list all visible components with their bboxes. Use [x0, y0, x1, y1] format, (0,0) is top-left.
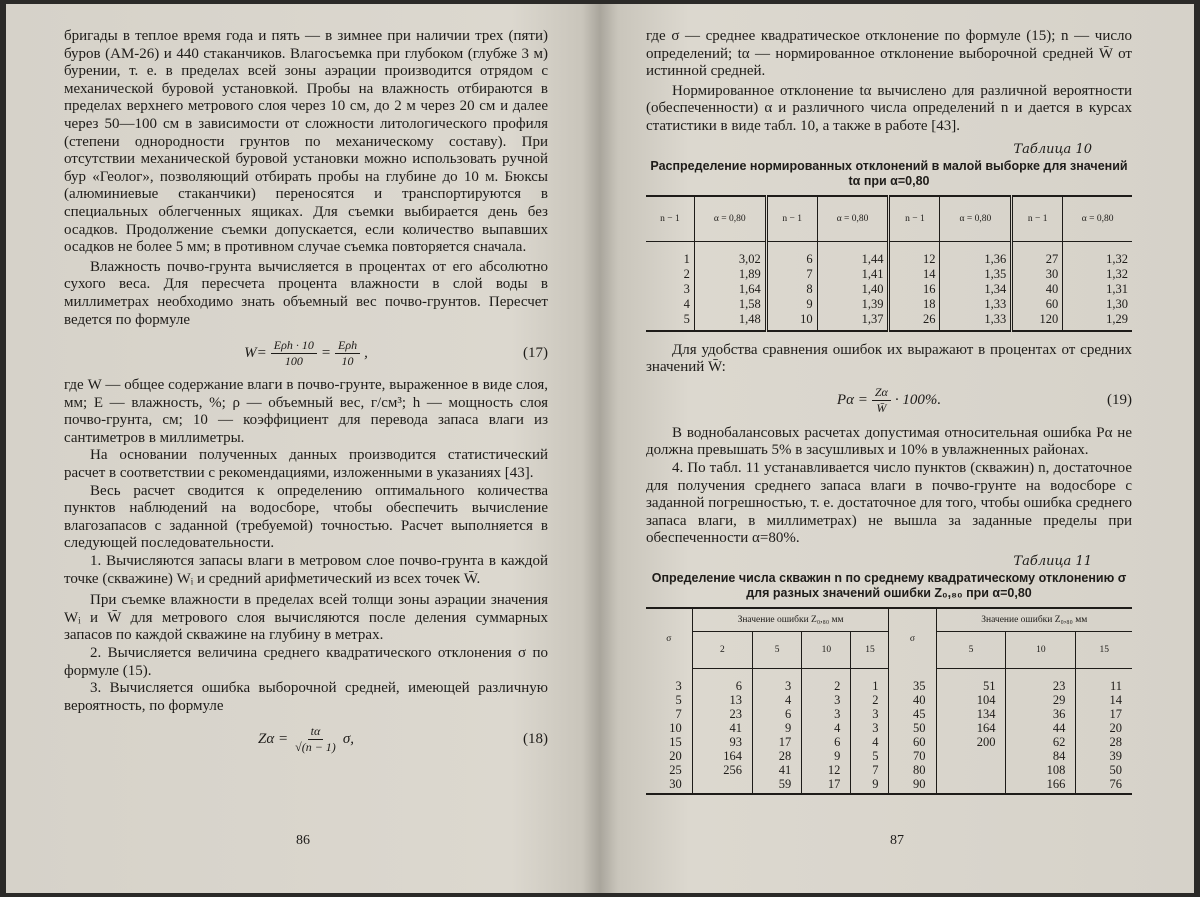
page-number: 86	[296, 833, 310, 848]
numerator: tα	[308, 724, 324, 740]
table-cell: 44	[1006, 721, 1076, 735]
table-cell: 36	[1006, 707, 1076, 721]
table-cell: 50	[889, 721, 936, 735]
table-cell: 9	[766, 297, 817, 312]
table-cell: 108	[1006, 763, 1076, 777]
formula-17: W = $\frac{\text{Eρh · 10}}{100}$ = $\frac{\text{Eρh}}{10}$ , (17)	[244, 337, 548, 368]
left-page	[6, 4, 600, 893]
column-header: 2	[692, 631, 752, 668]
table-cell: 6	[753, 707, 802, 721]
numerator: Eρh	[335, 338, 360, 354]
table-cell: 1,41	[817, 267, 889, 282]
table-cell: 256	[692, 763, 752, 777]
table-cell: 84	[1006, 749, 1076, 763]
table-cell	[936, 749, 1006, 763]
formula-18	[64, 719, 548, 759]
table-cell: 7	[646, 707, 692, 721]
column-header: α = 0,80	[817, 196, 889, 242]
table-header-row	[646, 608, 1132, 632]
table-cell: 164	[692, 749, 752, 763]
table-cell: 12	[889, 241, 940, 267]
table-row	[646, 668, 1132, 693]
table-cell: 62	[1006, 735, 1076, 749]
table-cell: 14	[889, 267, 940, 282]
table-cell: 17	[753, 735, 802, 749]
table-row	[646, 297, 1132, 312]
table-row	[646, 241, 1132, 267]
table-cell: 16	[889, 282, 940, 297]
table-cell: 59	[753, 777, 802, 794]
table-cell: 4	[753, 693, 802, 707]
table-cell: 2	[851, 693, 889, 707]
fraction	[292, 724, 339, 755]
table-cell: 27	[1012, 241, 1063, 267]
table-cell: 1,64	[694, 282, 766, 297]
table-cell	[936, 777, 1006, 794]
column-header: σ	[646, 608, 692, 669]
table-cell: 1,35	[940, 267, 1012, 282]
formula-19	[646, 381, 1132, 421]
numerator: Zα	[872, 385, 891, 401]
page-number: 87	[890, 833, 904, 848]
table-cell: 20	[1109, 720, 1122, 735]
table-cell: 3	[851, 721, 889, 735]
paragraph: Весь расчет сводится к определению оптимального количества пунктов наблюдений на водосборе, чтобы обеспечить вычисление влагозапасов с заданной (требуемой) точностью. Расчет выполняется в следующей последовательности.	[64, 482, 548, 552]
table-body	[646, 668, 1132, 794]
table-cell: 39	[1109, 748, 1122, 763]
column-header: 5	[936, 631, 1006, 668]
table-cell: 3	[646, 668, 692, 693]
table-cell: 134	[936, 707, 1006, 721]
table-cell: 1,48	[694, 312, 766, 331]
denominator: W̄	[876, 401, 887, 416]
table-cell: 7	[766, 267, 817, 282]
table-cell: 70	[889, 749, 936, 763]
paragraph: 1. Вычисляются запасы влаги в метровом слое почво-грунта в каждой точке (скважине) Wᵢ и средний арифметический из всех точек W̄.	[64, 553, 548, 587]
column-group-header: Значение ошибки Z₀,₈₀ мм	[692, 608, 889, 632]
table-title: Распределение нормированных отклонений в малой выборке для значений tα при α=0,80	[650, 158, 1128, 188]
fraction	[271, 338, 317, 369]
paragraph: 4. По табл. 11 устанавливается число пунктов (скважин) n, достаточное для получения среднего запаса влаги в почво-грунте на водосборе с заданной погрешностью, т. е. достаточное для того, чтобы ошибка среднего запаса влаги, в миллиметрах) не вышла за заданные пределы при обеспеченности α=80%.	[646, 459, 1132, 547]
table-cell: 1,29	[1063, 312, 1132, 331]
table-header-row	[646, 196, 1132, 242]
table-row	[646, 312, 1132, 331]
denominator: 10	[341, 353, 354, 368]
column-header: α = 0,80	[694, 196, 766, 242]
table-cell: 9	[802, 749, 851, 763]
table-cell: 17	[1109, 706, 1122, 721]
table-cell: 76	[1076, 777, 1132, 794]
paragraph: На основании полученных данных производится статистический расчет в соответствии с рекомендациями, изложенными в указаниях [43].	[64, 447, 548, 482]
column-header: 5	[753, 631, 802, 668]
paragraph: Влажность почво-грунта вычисляется в процентах от его абсолютно сухого веса. Для пересчета процента влажности в слой воды в миллиметрах необходимо знать объемный вес почво-грунтов. Пересчет ведется по формуле	[64, 258, 548, 328]
table-cell: 6	[802, 735, 851, 749]
table-cell: 8	[766, 282, 817, 297]
table-cell: 1,36	[940, 241, 1012, 267]
table-cell: 18	[889, 297, 940, 312]
table-cell: 80	[889, 763, 936, 777]
fraction	[872, 385, 891, 416]
table-cell	[692, 777, 752, 794]
table-cell: 35	[889, 668, 936, 693]
table-cell: 1	[646, 241, 694, 267]
table-cell: 20	[646, 749, 692, 763]
table-cell: 5	[646, 312, 694, 331]
table-row	[646, 267, 1132, 282]
denominator: 100	[284, 353, 303, 368]
table-cell: 1,33	[940, 297, 1012, 312]
column-header: α = 0,80	[940, 196, 1012, 242]
table-10	[646, 195, 1132, 332]
column-header: n − 1	[1012, 196, 1063, 242]
table-cell: 4	[646, 297, 694, 312]
table-cell: 2	[802, 668, 851, 693]
column-header: α = 0,80	[1063, 196, 1132, 242]
table-cell: 6	[766, 241, 817, 267]
table-cell: 10	[646, 721, 692, 735]
column-header: 15	[851, 631, 889, 668]
column-header: 10	[802, 631, 851, 668]
paragraph: бригады в теплое время года и пять — в зимнее при наличии трех (пяти) буров (АМ-26) и 440 стаканчиков. Влагосъемка при глубоком (глубже 3 м) бурении, т. е. в пределах всей зоны аэрации производится отрядом с механической буровой установкой. Пробы на влажность отбираются в пределах верхнего метрового слоя через 10 см, до 2 м через 20 см и далее через 50—100 см в зависимости от сложности литологического профиля (степени однородности грунтов по механическому составу). При отсутствии механической буровой установки можно использовать ручной бур «Геолог», позволяющий отбирать пробы на глубине до 10 м. Бюксы (алюминиевые стаканчики) переносятся и транспортируются в специальных облегченных ящиках. Для съемки выбирается день без осадков. Продолжение съемки допускается, если количество выпавших осадков не более 5 мм; в противном случае съемка повторяется сначала.	[64, 28, 548, 256]
table-cell: 1,40	[817, 282, 889, 297]
table-cell: 3	[753, 668, 802, 693]
table-cell: 14	[1109, 692, 1122, 707]
paragraph: где σ — среднее квадратическое отклонение по формуле (15); n — число определений; tα — нормированное отклонение выборочной средней W̄ от истинной средней.	[646, 28, 1132, 80]
table-row	[646, 721, 1132, 735]
table-cell: 1,30	[1106, 296, 1128, 311]
paragraph: В воднобалансовых расчетах допустимая относительная ошибка Pα не должна превышать 5% в засушливых и 10% в увлажненных районах.	[646, 424, 1132, 459]
column-group-header: Значение ошибки Z₀,₈₀ мм	[936, 608, 1132, 632]
equation-number: (18)	[523, 730, 548, 747]
paragraph: Для удобства сравнения ошибок их выражают в процентах от средних значений W̄:	[646, 341, 1132, 376]
table-row	[646, 707, 1132, 721]
table-cell: 5	[851, 749, 889, 763]
column-header: n − 1	[766, 196, 817, 242]
table-cell: 45	[889, 707, 936, 721]
table-cell: 60	[889, 735, 936, 749]
table-cell: 3	[646, 282, 694, 297]
column-header: n − 1	[646, 196, 694, 242]
table-cell: 93	[692, 735, 752, 749]
column-header: 15	[1076, 631, 1132, 668]
table-cell: 6	[692, 668, 752, 693]
paragraph: 2. Вычисляется величина среднего квадратического отклонения σ по формуле (15).	[64, 645, 548, 679]
table-row	[646, 282, 1132, 297]
table-cell: 104	[936, 693, 1006, 707]
fraction	[335, 338, 360, 369]
table-cell: 4	[802, 721, 851, 735]
table-caption: Таблица 11	[1013, 553, 1092, 569]
table-cell: 9	[753, 721, 802, 735]
table-cell: 41	[692, 721, 752, 735]
table-cell: 1,39	[817, 297, 889, 312]
table-cell: 164	[936, 721, 1006, 735]
paragraph: 3. Вычисляется ошибка выборочной средней, имеющей различную вероятность, по формуле	[64, 680, 548, 714]
table-cell: 13	[692, 693, 752, 707]
table-cell: 29	[1006, 693, 1076, 707]
numerator: Eρh · 10	[271, 338, 317, 354]
table-cell: 1,32	[1106, 266, 1128, 281]
table-cell: 40	[889, 693, 936, 707]
column-header: n − 1	[889, 196, 940, 242]
table-cell: 11	[1109, 678, 1122, 693]
table-row	[646, 735, 1132, 749]
table-cell: 1,44	[817, 241, 889, 267]
table-cell: 28	[753, 749, 802, 763]
table-cell: 4	[851, 735, 889, 749]
table-cell: 5	[646, 693, 692, 707]
table-title: Определение числа скважин n по среднему квадратическому отклонению σ для разных значений ошибки Z₀,₈₀ при α=0,80	[651, 570, 1127, 600]
table-cell: 25	[646, 763, 692, 777]
table-cell: 3	[802, 707, 851, 721]
table-cell: 30	[1012, 267, 1063, 282]
table-cell: 7	[851, 763, 889, 777]
table-cell: 23	[692, 707, 752, 721]
paragraph: При съемке влажности в пределах всей толщи зоны аэрации значения Wᵢ и W̄ для метрового слоя вычисляются после деления суммарных запасов по каждой скважине на глубину в метрах.	[64, 592, 548, 644]
table-cell: 41	[753, 763, 802, 777]
table-cell: 60	[1012, 297, 1063, 312]
table-cell: 1,32	[1106, 251, 1128, 266]
table-cell: 1,31	[1106, 281, 1128, 296]
table-cell: 9	[851, 777, 889, 794]
right-page	[600, 4, 1194, 893]
table-11	[646, 607, 1132, 795]
table-row	[646, 693, 1132, 707]
table-cell: 1,58	[694, 297, 766, 312]
table-cell: 3	[802, 693, 851, 707]
table-row	[646, 777, 1132, 794]
table-row	[646, 763, 1132, 777]
paragraph: где W — общее содержание влаги в почво-грунте, выраженное в виде слоя, мм; E — влажность, %; ρ — объемный вес, г/см³; h — мощность слоя почво-грунта, см; 10 — коэффициент для перевода запаса влаги из сантиметров в миллиметры.	[64, 377, 548, 446]
table-cell: 15	[646, 735, 692, 749]
table-cell: 12	[802, 763, 851, 777]
table-caption: Таблица 10	[1013, 141, 1092, 157]
formula-lhs: Pα =	[836, 392, 868, 409]
table-cell: 120	[1012, 312, 1063, 331]
formula-lhs: W	[244, 344, 257, 361]
table-cell: 200	[936, 735, 1006, 749]
table-cell: 90	[889, 777, 936, 794]
table-cell: 30	[646, 777, 692, 794]
table-cell: 23	[1006, 668, 1076, 693]
equation-number: (19)	[1107, 392, 1132, 409]
formula-lhs: Zα =	[258, 730, 289, 747]
table-cell: 1,89	[694, 267, 766, 282]
table-cell: 3,02	[694, 241, 766, 267]
paragraph: Нормированное отклонение tα вычислено для различной вероятности (обеспеченности) α и различного числа определений n и дается в курсах статистики в виде табл. 10, а также в работе [43].	[646, 82, 1132, 134]
table-cell: 3	[851, 707, 889, 721]
formula-tail: σ,	[342, 730, 354, 747]
column-header: 10	[1006, 631, 1076, 668]
column-header: σ	[889, 608, 936, 669]
table-cell: 1,34	[940, 282, 1012, 297]
table-cell: 51	[936, 668, 1006, 693]
table-cell: 2	[646, 267, 694, 282]
formula-tail: · 100%.	[894, 392, 942, 409]
table-cell: 166	[1006, 777, 1076, 794]
table-cell: 1	[851, 668, 889, 693]
table-cell: 40	[1012, 282, 1063, 297]
table-body	[646, 241, 1132, 331]
table-cell: 17	[802, 777, 851, 794]
table-cell: 28	[1109, 734, 1122, 749]
table-cell: 10	[766, 312, 817, 331]
table-cell	[936, 763, 1006, 777]
denominator: √(n − 1)	[295, 739, 336, 754]
table-row	[646, 749, 1132, 763]
book-spread	[6, 4, 1194, 893]
table-cell: 26	[889, 312, 940, 331]
table-cell: 1,33	[940, 312, 1012, 331]
equation-number: (17)	[523, 344, 548, 361]
table-cell: 1,37	[817, 312, 889, 331]
table-cell: 50	[1109, 762, 1122, 777]
